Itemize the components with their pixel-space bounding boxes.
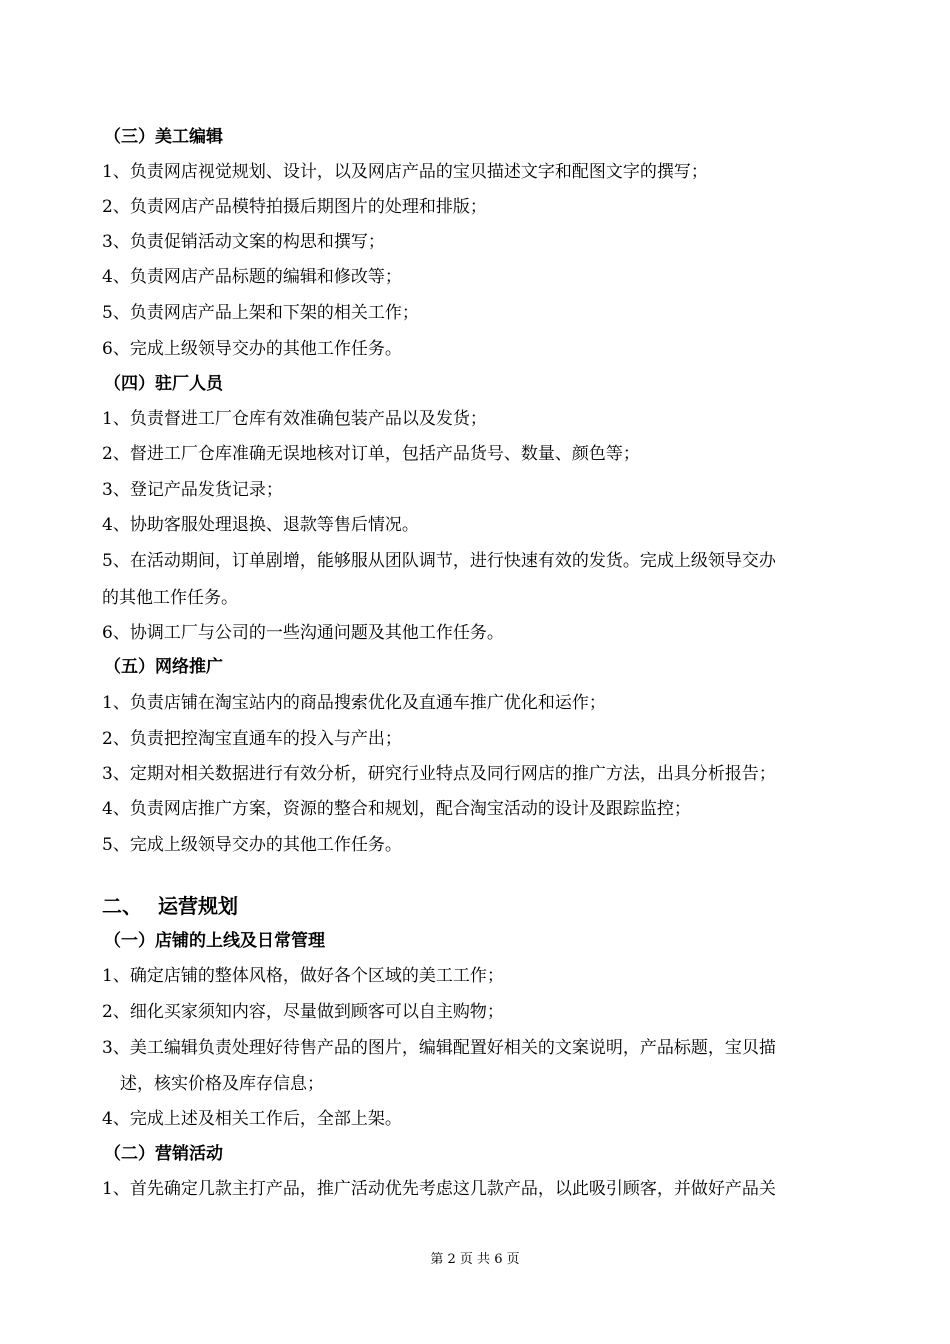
subsection-heading-yingxiao: （二）营销活动 [104, 1144, 223, 1164]
list-item: 2、负责把控淘宝直通车的投入与产出； [102, 729, 402, 749]
list-item: 6、协调工厂与公司的一些沟通问题及其他工作任务。 [102, 623, 504, 643]
list-item: 2、负责网店产品模特拍摄后期图片的处理和排版； [102, 197, 487, 217]
list-item: 1、负责督进工厂仓库有效准确包装产品以及发货； [102, 409, 487, 429]
list-item: 4、负责网店产品标题的编辑和修改等； [102, 267, 402, 287]
list-item: 2、细化买家须知内容，尽量做到顾客可以自主购物； [102, 1002, 504, 1022]
list-item-continued: 述，核实价格及库存信息； [120, 1074, 324, 1094]
section-heading-zhuchang: （四）驻厂人员 [104, 374, 223, 394]
section-heading-tuiguang: （五）网络推广 [104, 657, 223, 677]
list-item: 4、完成上述及相关工作后，全部上架。 [102, 1109, 402, 1129]
list-item-continued: 的其他工作任务。 [102, 588, 238, 608]
chapter-heading [102, 895, 238, 917]
list-item: 1、首先确定几款主打产品，推广活动优先考虑这几款产品，以此吸引顾客，并做好产品关 [102, 1179, 776, 1199]
list-item: 3、负责促销活动文案的构思和撰写； [102, 232, 385, 252]
list-item: 3、美工编辑负责处理好待售产品的图片，编辑配置好相关的文案说明，产品标题，宝贝描 [102, 1038, 776, 1058]
list-item: 5、负责网店产品上架和下架的相关工作； [102, 303, 419, 323]
list-item: 4、负责网店推广方案，资源的整合和规划，配合淘宝活动的设计及跟踪监控； [102, 799, 691, 819]
list-item: 4、协助客服处理退换、退款等售后情况。 [102, 515, 419, 535]
list-item: 1、负责网店视觉规划、设计，以及网店产品的宝贝描述文字和配图文字的撰写； [102, 162, 708, 182]
list-item: 6、完成上级领导交办的其他工作任务。 [102, 339, 402, 359]
list-item: 1、确定店铺的整体风格，做好各个区域的美工工作； [102, 966, 504, 986]
subsection-heading-shangxian: （一）店铺的上线及日常管理 [104, 931, 325, 951]
list-item: 2、督进工厂仓库准确无误地核对订单，包括产品货号、数量、颜色等； [102, 444, 640, 464]
page-footer: 第 2 页 共 6 页 [430, 1252, 520, 1267]
list-item: 3、定期对相关数据进行有效分析，研究行业特点及同行网店的推广方法，出具分析报告； [102, 764, 776, 784]
list-item: 5、在活动期间，订单剧增，能够服从团队调节，进行快速有效的发货。完成上级领导交办 [102, 551, 776, 571]
list-item: 5、完成上级领导交办的其他工作任务。 [102, 835, 402, 855]
list-item: 1、负责店铺在淘宝站内的商品搜索优化及直通车推广优化和运作； [102, 693, 606, 713]
list-item: 3、登记产品发货记录； [102, 480, 283, 500]
chapter-number: 二、 [102, 894, 142, 918]
chapter-title: 运营规划 [158, 894, 238, 918]
section-heading-meigong: （三）美工编辑 [104, 127, 223, 147]
